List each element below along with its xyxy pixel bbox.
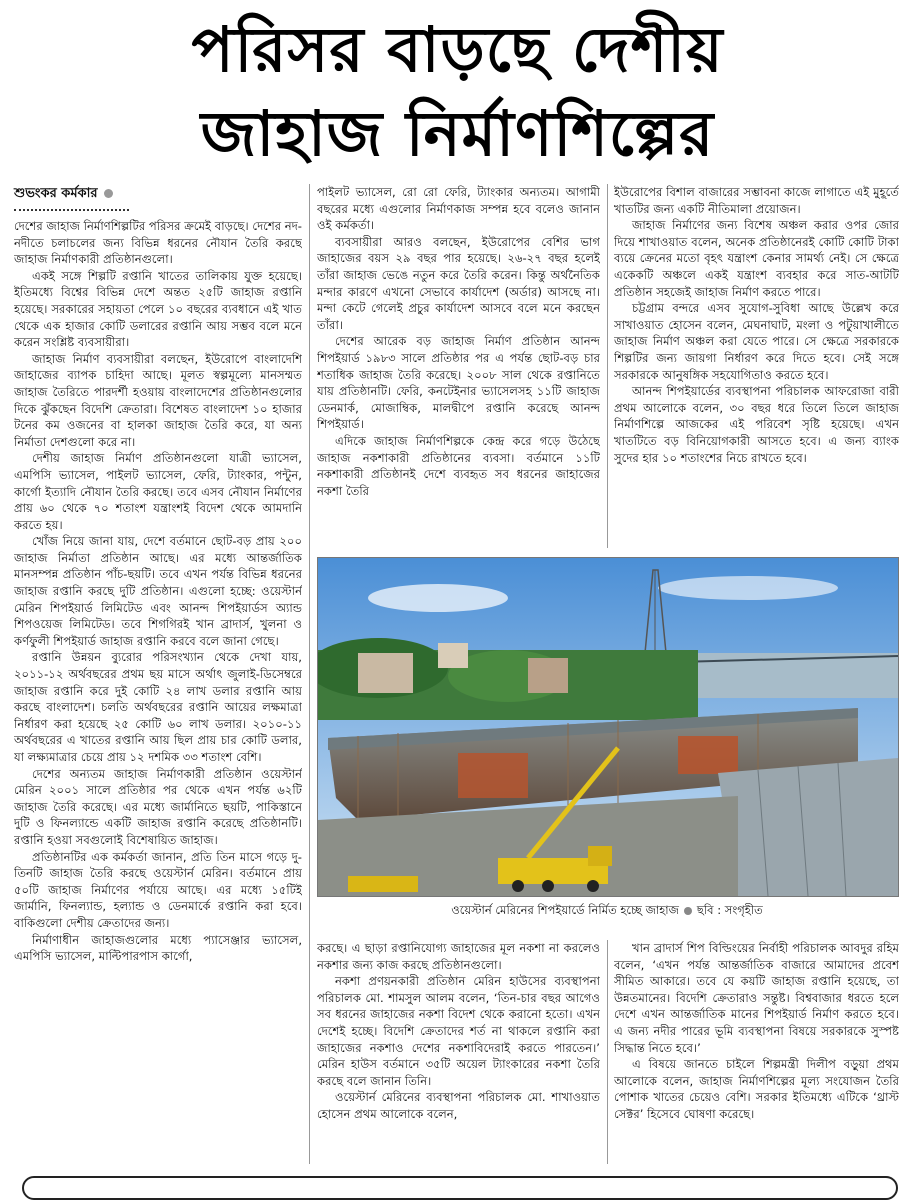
- paragraph: রপ্তানি উন্নয়ন ব্যুরোর পরিসংখ্যান থেকে দেখা যায়, ২০১১-১২ অর্থবছরের প্রথম ছয় মাসে অর্থাৎ জুলাই-ডিসেম্বরে জাহাজ রপ্তানি করে দুই কোটি ২৪ লাখ ডলার রপ্তানি আয় করছে বাংলাদেশ। চলতি অর্থবছরের রপ্তানি আয়ের লক্ষমাত্রা নির্ধারণ করা হয়েছে ২৫ কোটি ৬০ লাখ ডলার। ২০১০-১১ অর্থবছরের এ খাতের রপ্তানি আয় ছিল প্রায় চার কোটি ডলার, যা লক্ষ্যমাত্রার চেয়ে প্রায় ১২ দশমিক ৩৩ শতাংশ বেশি।: [14, 650, 302, 764]
- bullet-icon: [684, 907, 692, 915]
- paragraph: নকশা প্রণয়নকারী প্রতিষ্ঠান মেরিন হাউসের ব্যবস্থাপনা পরিচালক মো. শামসুল আলম বলেন, ‘তিন-চার বছর আগেও সব ধরনের জাহাজের নকশা বিদেশ থেকে করানো হতো। এখন দেশেই হচ্ছে। বিদেশি ক্রেতাদের শর্ত না থাকলে রপ্তানি করা জাহাজের নকশাও দেশের নকশাবিদেরাই করতে পারতেন।’ মেরিন হাউস বর্তমানে ৩৫টি অয়েল ট্যাংকারের নকশা তৈরি করছে বলে জানান তিনি।: [317, 974, 600, 1088]
- paragraph: নির্মাণাধীন জাহাজগুলোর মধ্যে প্যাসেঞ্জার ভ্যাসেল, এমপিসি ভ্যাসেল, মাল্টিপারপাস কার্গো,: [14, 932, 302, 964]
- shipyard-photo: [317, 557, 899, 897]
- headline-line-1: পরিসর বাড়ছে দেশীয়: [191, 13, 724, 86]
- paragraph: জাহাজ নির্মাণের জন্য বিশেষ অঞ্চল করার ওপর জোর দিয়ে শাখাওয়াত বলেন, অনেক প্রতিষ্ঠানেরই কোটি কোটি টাকা ব্যয়ে ক্রেনের মতো বৃহৎ যন্ত্রাংশ কেনার সামর্থ্য নেই। সে ক্ষেত্রে একেকটি অঞ্চলে একই যন্ত্রাংশ ব্যবহার করে সাত-আটটি প্রতিষ্ঠান সহজেই জাহাজ নির্মাণ করতে পারে।: [614, 218, 899, 299]
- byline-author: শুভংকর কর্মকার: [14, 186, 98, 201]
- paragraph: খান ব্রাদার্স শিপ বিল্ডিংয়ের নির্বাহী পরিচালক আবদুর রহিম বলেন, ‘এখন পর্যন্ত আন্তর্জাতিক বাজারে আমাদের প্রবেশ সীমিত আকারে। তবে যে কয়টি জাহাজ রপ্তানি হয়েছে, তা উন্নতমানের। বিদেশি ক্রেতারাও সন্তুষ্ট। বিশ্ববাজার ধরতে হলে দেশে এখন আন্তর্জাতিক মানের শিপইয়ার্ড নির্মাণ করতে হবে। এ জন্য নদীর পারের ভূমি ব্যবস্থাপনা বিষয়ে সরকারকে সুস্পষ্ট সিদ্ধান্ত নিতে হবে।’: [614, 941, 899, 1055]
- article-column-1: [14, 218, 302, 1164]
- caption-text: ওয়েস্টার্ন মেরিনের শিপইয়ার্ডে নির্মিত হচ্ছে জাহাজ: [451, 903, 679, 917]
- article-column-3: [614, 184, 899, 548]
- shipyard-illustration: [318, 558, 898, 896]
- article-column-3-continued: [614, 940, 899, 1164]
- paragraph: দেশের জাহাজ নির্মাণশিল্পটির পরিসর ক্রমেই বাড়ছে। দেশের নদ-নদীতে চলাচলের জন্য বিভিন্ন ধরনের নৌযান তৈরি করছে জাহাজ নির্মাণকারী প্রতিষ্ঠানগুলো।: [14, 219, 302, 267]
- paragraph: এ বিষয়ে জানতে চাইলে শিল্পমন্ত্রী দিলীপ বড়ুয়া প্রথম আলোকে বলেন, জাহাজ নির্মাণশিল্পের মূল্য সংযোজন তৈরি পোশাক খাতের চেয়েও বেশি। সরকার ইতিমধ্যে এটিকে ‘থ্রাস্ট সেক্টর’ হিসেবে ঘোষণা করেছে।: [614, 1057, 899, 1121]
- paragraph: ব্যবসায়ীরা আরও বলছেন, ইউরোপের বেশির ভাগ জাহাজের বয়স ২৯ বছর পার হয়েছে। ২৬-২৭ বছর হলেই তাঁরা জাহাজ ভেঙে নতুন করে তৈরি করেন। কিন্তু অর্থনৈতিক মন্দার কারণে এখনো সেভাবে কার্যাদেশ (অর্ডার) আসছে না। মন্দা কেটে গেলেই প্রচুর কার্যাদেশ আসবে বলে মনে করছেন তাঁরা।: [317, 234, 600, 332]
- bullet-icon: [104, 189, 113, 198]
- paragraph: ইউরোপের বিশাল বাজারের সম্ভাবনা কাজে লাগাতে এই মুহূর্তে খাতটির জন্য একটি নীতিমালা প্রয়োজন।: [614, 185, 899, 216]
- photo-credit: ছবি : সংগৃহীত: [696, 903, 763, 917]
- paragraph: ওয়েস্টার্ন মেরিনের ব্যবস্থাপনা পরিচালক মো. শাখাওয়াত হোসেন প্রথম আলোকে বলেন,: [317, 1090, 600, 1121]
- column-divider: [607, 184, 608, 548]
- column-divider: [607, 940, 608, 1164]
- bottom-frame: [22, 1176, 898, 1200]
- article-column-2: [317, 184, 600, 548]
- paragraph: দেশীয় জাহাজ নির্মাণ প্রতিষ্ঠানগুলো যাত্রী ভ্যাসেল, এমপিসি ভ্যাসেল, পাইলট ভ্যাসেল, ফেরি, ট্যাংকার, পন্টুন, কার্গো ইত্যাদি নৌযান তৈরি করছে। তবে এসব নৌযান নির্মাণের প্রায় ৬০ থেকে ৭০ শতাংশ যন্ত্রাংশই বিদেশ থেকে আমদানি করতে হয়।: [14, 451, 302, 532]
- paragraph: পাইলট ভ্যাসেল, রো রো ফেরি, ট্যাংকার অন্যতম। আগামী বছরের মধ্যে এগুলোর নির্মাণকাজ সম্পন্ন হবে বলেও জানান ওই কর্মকর্তা।: [317, 185, 600, 233]
- column-divider: [309, 184, 310, 1164]
- paragraph: এদিকে জাহাজ নির্মাণশিল্পকে কেন্দ্র করে গড়ে উঠেছে জাহাজ নকশাকারী প্রতিষ্ঠানের ব্যবসা। বর্তমানে ১১টি নকশাকারী প্রতিষ্ঠানই দেশে ব্যবহৃত সব ধরনের জাহাজের নকশা তৈরি: [317, 433, 600, 498]
- paragraph: দেশের অন্যতম জাহাজ নির্মাণকারী প্রতিষ্ঠান ওয়েস্টার্ন মেরিন ২০০১ সালে প্রতিষ্ঠার পর থেকে এখন পর্যন্ত ৬২টি জাহাজ তৈরি করেছে। এর মধ্যে জার্মানিতে ছয়টি, পাকিস্তানে দুটি ও ফিনল্যান্ডে একটি জাহাজ রপ্তানি করেছে প্রতিষ্ঠানটি। রপ্তানি হওয়া সবগুলোই বিশেষায়িত জাহাজ।: [14, 766, 302, 847]
- paragraph: খোঁজ নিয়ে জানা যায়, দেশে বর্তমানে ছোট-বড় প্রায় ২০০ জাহাজ নির্মাতা প্রতিষ্ঠান আছে। এর মধ্যে আন্তর্জাতিক মানসম্পন্ন প্রতিষ্ঠান পাঁচ-ছয়টি। তবে এখন পর্যন্ত বিভিন্ন ধরনের জাহাজ রপ্তানি করছে দুটি প্রতিষ্ঠান। এগুলো হচ্ছে: ওয়েস্টার্ন মেরিন শিপইয়ার্ড লিমিটেড এবং আনন্দ শিপইয়ার্ডস অ্যান্ড শিপওয়েজ লিমিটেড। তবে শিগগিরই খান ব্রাদার্স, খুলনা ও কর্ণফুলী শিপইয়ার্ড জাহাজ রপ্তানি করবে বলে জানা গেছে।: [14, 534, 302, 648]
- paragraph: চট্টগ্রাম বন্দরে এসব সুযোগ-সুবিধা আছে উল্লেখ করে সাখাওয়াত হোসেন বলেন, মেঘনাঘাট, মংলা ও পটুয়াখালীতে জাহাজ নির্মাণ অঞ্চল করা যেতে পারে। সে ক্ষেত্রে সরকারকে শিল্পটির জন্য জায়গা নির্ধারণ করে দিতে হবে। সেই সঙ্গে সরকারকে আনুষঙ্গিক সহযোগিতাও করতে হবে।: [614, 301, 899, 382]
- headline-line-2: জাহাজ নির্মাণশিল্পের: [200, 97, 715, 170]
- paragraph: জাহাজ নির্মাণ ব্যবসায়ীরা বলছেন, ইউরোপে বাংলাদেশি জাহাজের ব্যাপক চাহিদা আছে। মূলত স্বল্পমূল্যে মানসম্মত জাহাজ তৈরিতে পারদর্শী হওয়ায় বাংলাদেশের প্রতিষ্ঠানগুলোর দিকে ঝুঁকছেন বিদেশি ক্রেতারা। বিশেষত বাংলাদেশ ১০ হাজার টনের কম ওজনের বা হালকা জাহাজ তৈরি করে, যা অন্য নির্মাতা দেশগুলো করে না।: [14, 351, 302, 449]
- paragraph: করছে। এ ছাড়া রপ্তানিযোগ্য জাহাজের মূল নকশা না করলেও নকশার জন্য কাজ করছে প্রতিষ্ঠানগুলো।: [317, 941, 600, 972]
- byline-rule: [14, 209, 129, 211]
- paragraph: আনন্দ শিপইয়ার্ডের ব্যবস্থাপনা পরিচালক আফরোজা বারী প্রথম আলোকে বলেন, ৩০ বছর ধরে তিলে তিলে জাহাজ নির্মাণশিল্পে আজকের এই পরিবেশ সৃষ্টি হয়েছে। এখন খাতটিতে বড় বিনিয়োগকারী আসতে হবে। এ জন্য ব্যাংক সুদের হার ১০ শতাংশের নিচে রাখতে হবে।: [614, 384, 899, 465]
- article-column-2-continued: [317, 940, 600, 1164]
- paragraph: একই সঙ্গে শিল্পটি রপ্তানি খাতের তালিকায় যুক্ত হয়েছে। ইতিমধ্যে বিশ্বের বিভিন্ন দেশে অন্তত ২৫টি জাহাজ রপ্তানি হয়েছে। সরকারের সহায়তা পেলে ১০ বছরের ব্যবধানে এই খাত থেকে এক হাজার কোটি ডলারের রপ্তানি আয় সম্ভব বলে মনে করেন সংশ্লিষ্ট ব্যবসায়ীরা।: [14, 268, 302, 350]
- photo-caption: [317, 902, 897, 921]
- paragraph: প্রতিষ্ঠানটির এক কর্মকর্তা জানান, প্রতি তিন মাসে গড়ে দু-তিনটি জাহাজ তৈরি করছে ওয়েস্টার্ন মেরিন। বর্তমানে প্রায় ৫০টি জাহাজ নির্মাণের পর্যায়ে আছে। এর মধ্যে ১৫টিই জার্মানি, ফিনল্যান্ড, হল্যান্ড ও ডেনমার্কে রপ্তানি করা হবে। বাকিগুলো দেশীয় ক্রেতাদের জন্য।: [14, 849, 302, 930]
- byline: [14, 184, 304, 211]
- headline: [0, 8, 915, 176]
- paragraph: দেশের আরেক বড় জাহাজ নির্মাণ প্রতিষ্ঠান আনন্দ শিপইয়ার্ড ১৯৮৩ সালে প্রতিষ্ঠার পর এ পর্যন্ত ছোট-বড় চার শতাধিক জাহাজ তৈরি করেছে। ২০০৮ সাল থেকে রপ্তানিতে যায় প্রতিষ্ঠানটি। ফেরি, কনটেইনার ভ্যাসেলসহ ১১টি জাহাজ ডেনমার্ক, মোজাম্বিক, মালদ্বীপে রপ্তানি করেছে আনন্দ শিপইয়ার্ড।: [317, 334, 600, 432]
